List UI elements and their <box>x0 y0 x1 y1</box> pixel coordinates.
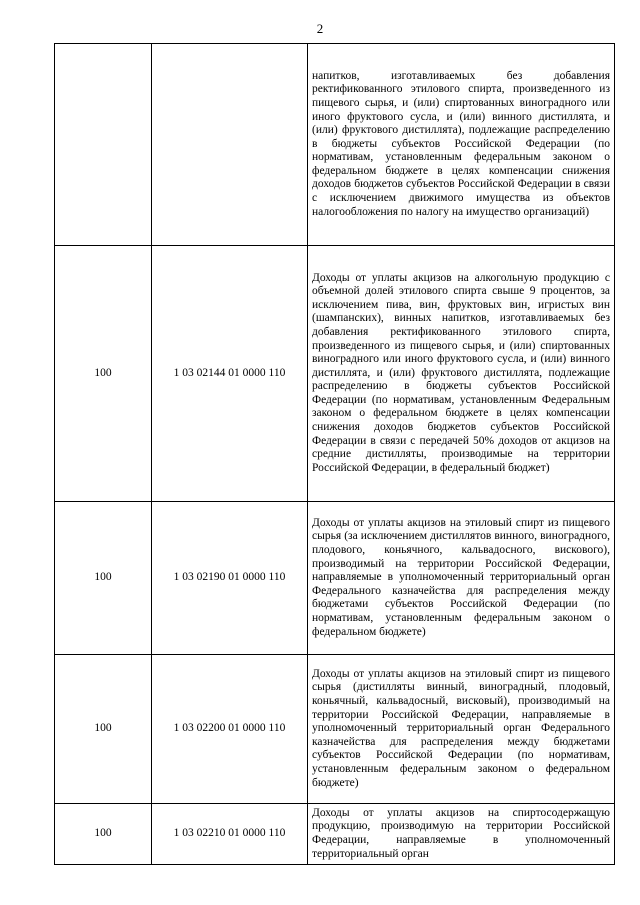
budget-code-cell: 1 03 02190 01 0000 110 <box>152 502 308 655</box>
description-cell: Доходы от уплаты акцизов на спиртосодержащую продукцию, производимую на территории Российской Федерации, направляемые в уполномоченный территориальный орган <box>308 804 615 865</box>
table-row <box>55 502 615 655</box>
table-row <box>55 44 615 246</box>
description-cell: Доходы от уплаты акцизов на этиловый спирт из пищевого сырья (за исключением дистиллятов винного, виноградного, плодового, коньячного, кальвадосного, вискового), производимый на территории Российской Федерации, направляемые в уполномоченный территориальный орган Федерального казначейства для распределения между бюджетами субъектов Российской Федерации (по нормативам, установленным федеральным законом о федеральном бюджете) <box>308 502 615 655</box>
table-row <box>55 655 615 804</box>
page-number: 2 <box>316 21 324 36</box>
admin-code-cell <box>55 44 152 246</box>
description-cell: Доходы от уплаты акцизов на алкогольную продукцию с объемной долей этилового спирта свыше 9 процентов, за исключением пива, вин, фруктовых вин, игристых вин (шампанских), винных напитков, изготавливаемых без добавления ректификованного этилового спирта, произведенного из пищевого сырья, и (или) спиртованных виноградного или иного фруктового сусла, и (или) винного дистиллята, и (или) фруктового дистиллята, подлежащие распределению в бюджеты субъектов Российской Федерации (по нормативам, установленным Федеральным законом о федеральном бюджете в целях компенсации снижения доходов бюджетов субъектов Российской Федерации в связи с передачей 50% доходов от акцизов на средние дистилляты, производимые на территории Российской Федерации, в федеральный бюджет) <box>308 246 615 502</box>
budget-code-cell: 1 03 02210 01 0000 110 <box>152 804 308 865</box>
admin-code-cell: 100 <box>55 502 152 655</box>
description-cell: Доходы от уплаты акцизов на этиловый спирт из пищевого сырья (дистилляты винный, виноградный, плодовый, коньячный, кальвадосный, висковый), производимый на территории Российской Федерации, направляемые в уполномоченный территориальный орган Федерального казначейства для распределения между бюджетами субъектов Российской Федерации (по нормативам, установленным федеральным законом о федеральном бюджете) <box>308 655 615 804</box>
admin-code-cell: 100 <box>55 804 152 865</box>
table-row <box>55 804 615 865</box>
description-cell: напитков, изготавливаемых без добавления ректификованного этилового спирта, произведенного из пищевого сырья, и (или) спиртованных виноградного или иного фруктового сусла, и (или) винного дистиллята, и (или) фруктового дистиллята), подлежащие распределению в бюджеты субъектов Российской Федерации (по нормативам, установленным федеральным законом о федеральном бюджете в целях компенсации снижения доходов бюджетов субъектов Российской Федерации в связи с исключением движимого имущества из объектов налогообложения по налогу на имущество организаций) <box>308 44 615 246</box>
admin-code-cell: 100 <box>55 246 152 502</box>
table-row <box>55 246 615 502</box>
budget-code-cell <box>152 44 308 246</box>
revenue-codes-table <box>54 43 615 865</box>
admin-code-cell: 100 <box>55 655 152 804</box>
budget-code-cell: 1 03 02144 01 0000 110 <box>152 246 308 502</box>
budget-code-cell: 1 03 02200 01 0000 110 <box>152 655 308 804</box>
